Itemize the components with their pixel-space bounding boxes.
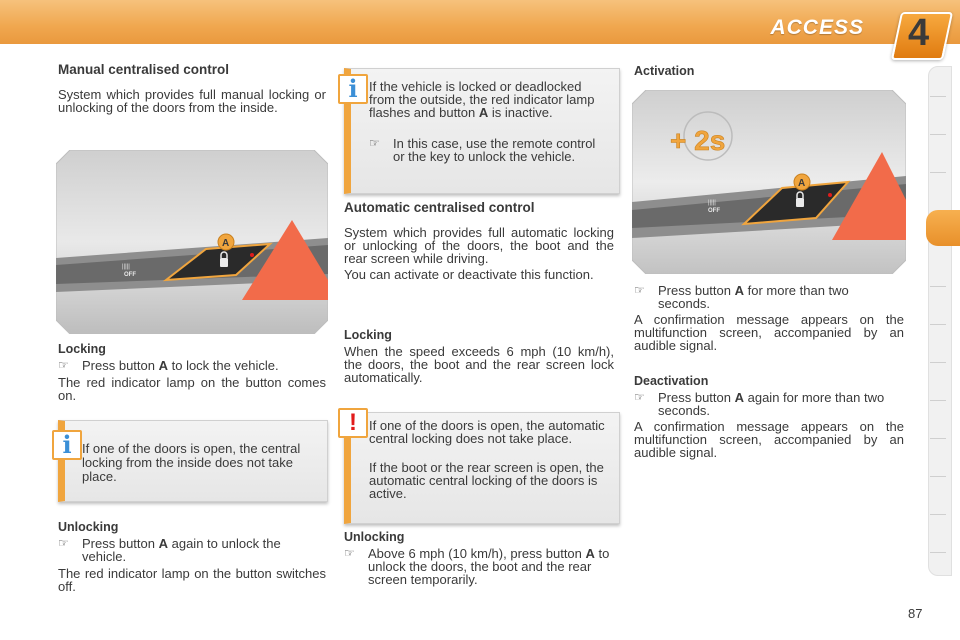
- warning-icon: !: [338, 408, 368, 438]
- pointer-icon: ☞: [344, 546, 355, 560]
- auto-control-intro: System which provides full automatic locking or unlocking of the doors, the boot and the rear screen while driving.: [344, 225, 614, 266]
- button-a-callout: A: [798, 178, 806, 189]
- button-a-callout: A: [222, 238, 230, 249]
- warning-text-1: If one of the doors is open, the automatic central locking does not take place.: [369, 418, 605, 446]
- tab-access-active[interactable]: [926, 210, 960, 246]
- svg-text:|||||: |||||: [708, 200, 716, 206]
- pointer-icon: ☞: [369, 136, 380, 150]
- tab-divider: [930, 400, 946, 401]
- padlock-icon: [796, 198, 804, 207]
- tab-divider: [930, 286, 946, 287]
- pointer-icon: ☞: [58, 358, 69, 372]
- info-box-manual-text: If one of the doors is open, the central locking from the inside does not take place.: [82, 441, 301, 484]
- tab-divider: [930, 96, 946, 97]
- auto-unlocking-bullet: ☞ Above 6 mph (10 km/h), press button A to unlock the doors, the boot and the rear screen temporarily.: [344, 546, 610, 587]
- info-box-locked-bullet: ☞ In this case, use the remote control or the key to unlock the vehicle.: [369, 136, 596, 164]
- auto-control-intro2: You can activate or deactivate this function.: [344, 267, 594, 282]
- svg-text:|||||: |||||: [122, 264, 130, 270]
- red-indicator-lamp: [828, 193, 832, 197]
- unlocking-bullet: ☞ Press button A again to unlock the vehicle.: [58, 536, 281, 564]
- tab-divider: [930, 476, 946, 477]
- pointer-icon: ☞: [634, 390, 645, 404]
- locking-bullet: ☞ Press button A to lock the vehicle.: [58, 358, 279, 373]
- red-indicator-lamp: [250, 253, 254, 257]
- off-label: OFF: [124, 272, 136, 278]
- tab-divider: [930, 552, 946, 553]
- deactivation-heading: Deactivation: [634, 374, 709, 388]
- auto-control-heading: Automatic centralised control: [344, 200, 535, 215]
- activation-panel-illustration: [632, 90, 906, 274]
- off-label: OFF: [708, 208, 720, 214]
- activation-note: A confirmation message appears on the multifunction screen, accompanied by an audible signal.: [634, 312, 904, 353]
- manual-control-intro: System which provides full manual locking or unlocking of the doors from the inside.: [58, 87, 326, 115]
- info-icon: i: [338, 74, 368, 104]
- auto-unlocking-heading: Unlocking: [344, 530, 405, 544]
- chapter-number: 4: [908, 12, 930, 54]
- deactivation-bullet: ☞ Press button A again for more than two seconds.: [634, 390, 885, 418]
- locking-note: The red indicator lamp on the button comes on.: [58, 375, 326, 403]
- info-icon: i: [52, 430, 82, 460]
- header-divider: [0, 44, 960, 52]
- pointer-icon: ☞: [58, 536, 69, 550]
- tab-divider: [930, 172, 946, 173]
- locking-heading: Locking: [58, 342, 106, 356]
- tab-divider: [930, 324, 946, 325]
- page-number: 87: [908, 606, 923, 621]
- tab-divider: [930, 134, 946, 135]
- chapter-title: ACCESS: [770, 16, 864, 39]
- auto-locking-text: When the speed exceeds 6 mph (10 km/h), the doors, the boot and the rear screen lock automatically.: [344, 344, 614, 385]
- auto-locking-heading: Locking: [344, 328, 392, 342]
- unlocking-heading: Unlocking: [58, 520, 119, 534]
- padlock-icon: [220, 258, 228, 267]
- deactivation-note: A confirmation message appears on the multifunction screen, accompanied by an audible signal.: [634, 419, 904, 460]
- tab-divider: [930, 438, 946, 439]
- unlocking-note: The red indicator lamp on the button switches off.: [58, 566, 326, 594]
- activation-heading: Activation: [634, 64, 695, 78]
- manual-control-heading: Manual centralised control: [58, 62, 230, 77]
- pointer-icon: ☞: [634, 283, 645, 297]
- info-box-locked-text: If the vehicle is locked or deadlocked from the outside, the red indicator lamp flashes and button A is inactive.: [369, 79, 595, 120]
- tab-divider: [930, 514, 946, 515]
- tab-divider: [930, 362, 946, 363]
- activation-bullet: ☞ Press button A for more than two seconds.: [634, 283, 849, 311]
- chapter-tabs[interactable]: [928, 66, 952, 576]
- warning-text-2: If the boot or the rear screen is open, the automatic central locking of the doors is active.: [369, 460, 604, 501]
- dashboard-panel-illustration: [56, 150, 328, 334]
- timer-label: + 2s: [670, 125, 726, 156]
